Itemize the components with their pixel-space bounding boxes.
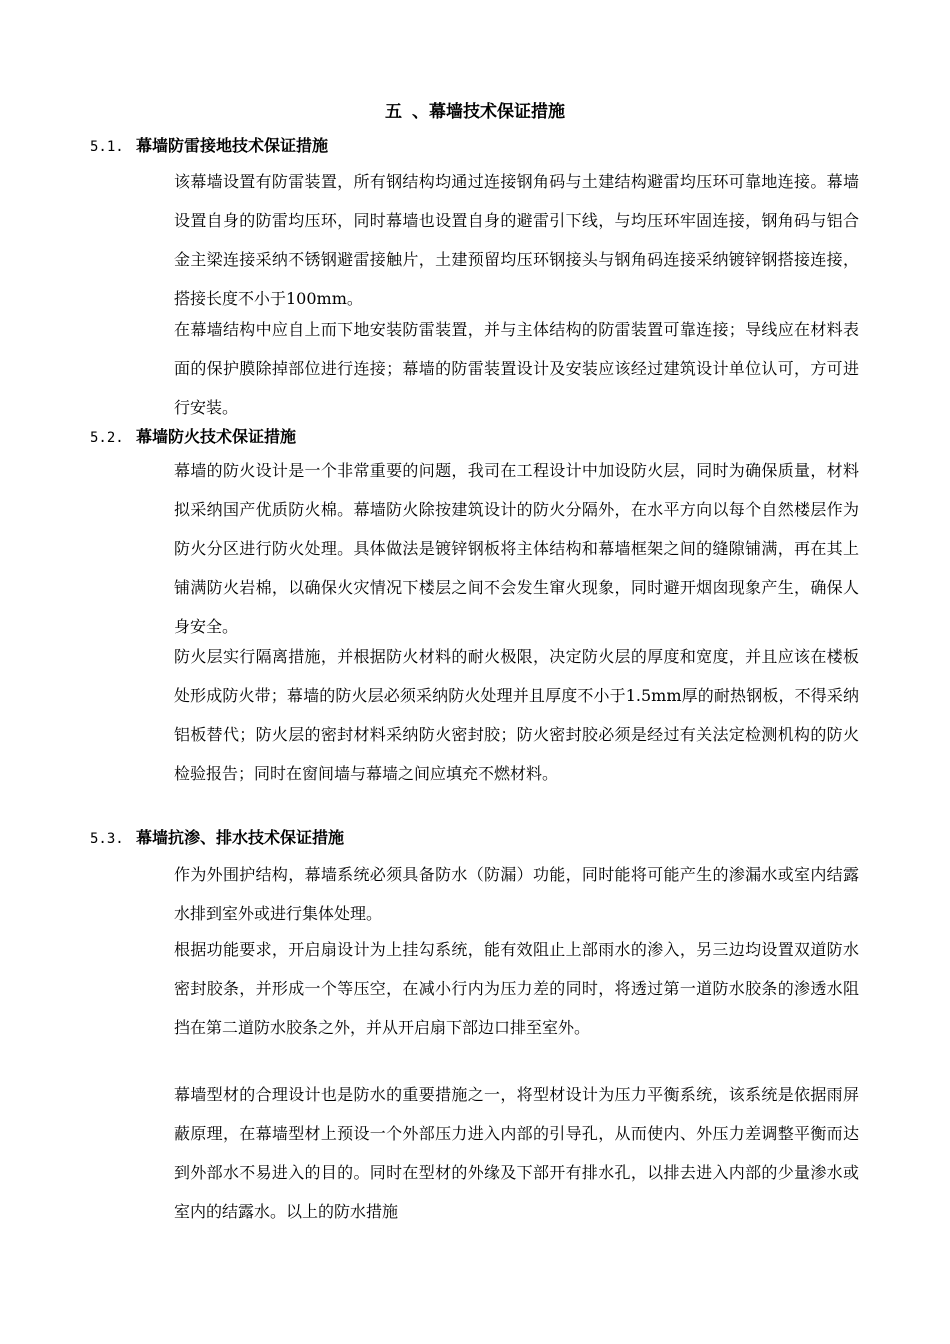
section-heading-5-2 [90, 424, 296, 450]
section-heading-5-1 [90, 133, 328, 159]
paragraph: 在幕墙结构中应自上而下地安装防雷装置，并与主体结构的防雷装置可靠连接；导线应在材料表面的保护膜除掉部位进行连接；幕墙的防雷装置设计及安装应该经过建筑设计单位认可，方可进行安装。 [174, 320, 859, 417]
page-title: 五 、幕墙技术保证措施 [385, 102, 565, 122]
section-number: 5.3. [90, 831, 124, 847]
section-title: 幕墙防雷接地技术保证措施 [136, 136, 329, 155]
section-number: 5.2. [90, 430, 124, 446]
section-title: 幕墙防火技术保证措施 [136, 427, 297, 446]
paragraph: 根据功能要求，开启扇设计为上挂勾系统，能有效阻止上部雨水的渗入，另三边均设置双道防水密封胶条，并形成一个等压空，在减小行内为压力差的同时，将透过第一道防水胶条的渗透水阻挡在第二道防水胶条之外，并从开启扇下部边口排至室外。 [174, 940, 859, 1037]
paragraph: 防火层实行隔离措施，并根据防火材料的耐火极限，决定防火层的厚度和宽度，并且应该在楼板处形成防火带；幕墙的防火层必须采纳防火处理并且厚度不小于1.5mm厚的耐热钢板，不得采纳铝板替代；防火层的密封材料采纳防火密封胶；防火密封胶必须是经过有关法定检测机构的防火检验报告；同时在窗间墙与幕墙之间应填充不燃材料。 [174, 647, 859, 783]
paragraph: 该幕墙设置有防雷装置，所有钢结构均通过连接钢角码与土建结构避雷均压环可靠地连接。幕墙设置自身的防雷均压环，同时幕墙也设置自身的避雷引下线，与均压环牢固连接，钢角码与铝合金主梁连接采纳不锈钢避雷接触片，土建预留均压环钢接头与钢角码连接采纳镀锌钢搭接连接，搭接长度不小于100mm。 [174, 172, 859, 308]
paragraph: 幕墙型材的合理设计也是防水的重要措施之一，将型材设计为压力平衡系统，该系统是依据雨屏蔽原理，在幕墙型材上预设一个外部压力进入内部的引导孔，从而使内、外压力差调整平衡而达到外部水不易进入的目的。同时在型材的外缘及下部开有排水孔，以排去进入内部的少量渗水或室内的结露水。以上的防水措施 [174, 1085, 859, 1221]
section-number: 5.1. [90, 139, 124, 155]
section-title: 幕墙抗渗、排水技术保证措施 [136, 828, 345, 847]
section-heading-5-3 [90, 825, 344, 851]
paragraph: 作为外围护结构，幕墙系统必须具备防水（防漏）功能，同时能将可能产生的渗漏水或室内结露水排到室外或进行集体处理。 [174, 865, 859, 923]
paragraph: 幕墙的防火设计是一个非常重要的问题，我司在工程设计中加设防火层，同时为确保质量，材料拟采纳国产优质防火棉。幕墙防火除按建筑设计的防火分隔外，在水平方向以每个自然楼层作为防火分区进行防火处理。具体做法是镀锌钢板将主体结构和幕墙框架之间的缝隙铺满，再在其上铺满防火岩棉，以确保火灾情况下楼层之间不会发生窜火现象，同时避开烟囱现象产生，确保人身安全。 [174, 461, 859, 636]
